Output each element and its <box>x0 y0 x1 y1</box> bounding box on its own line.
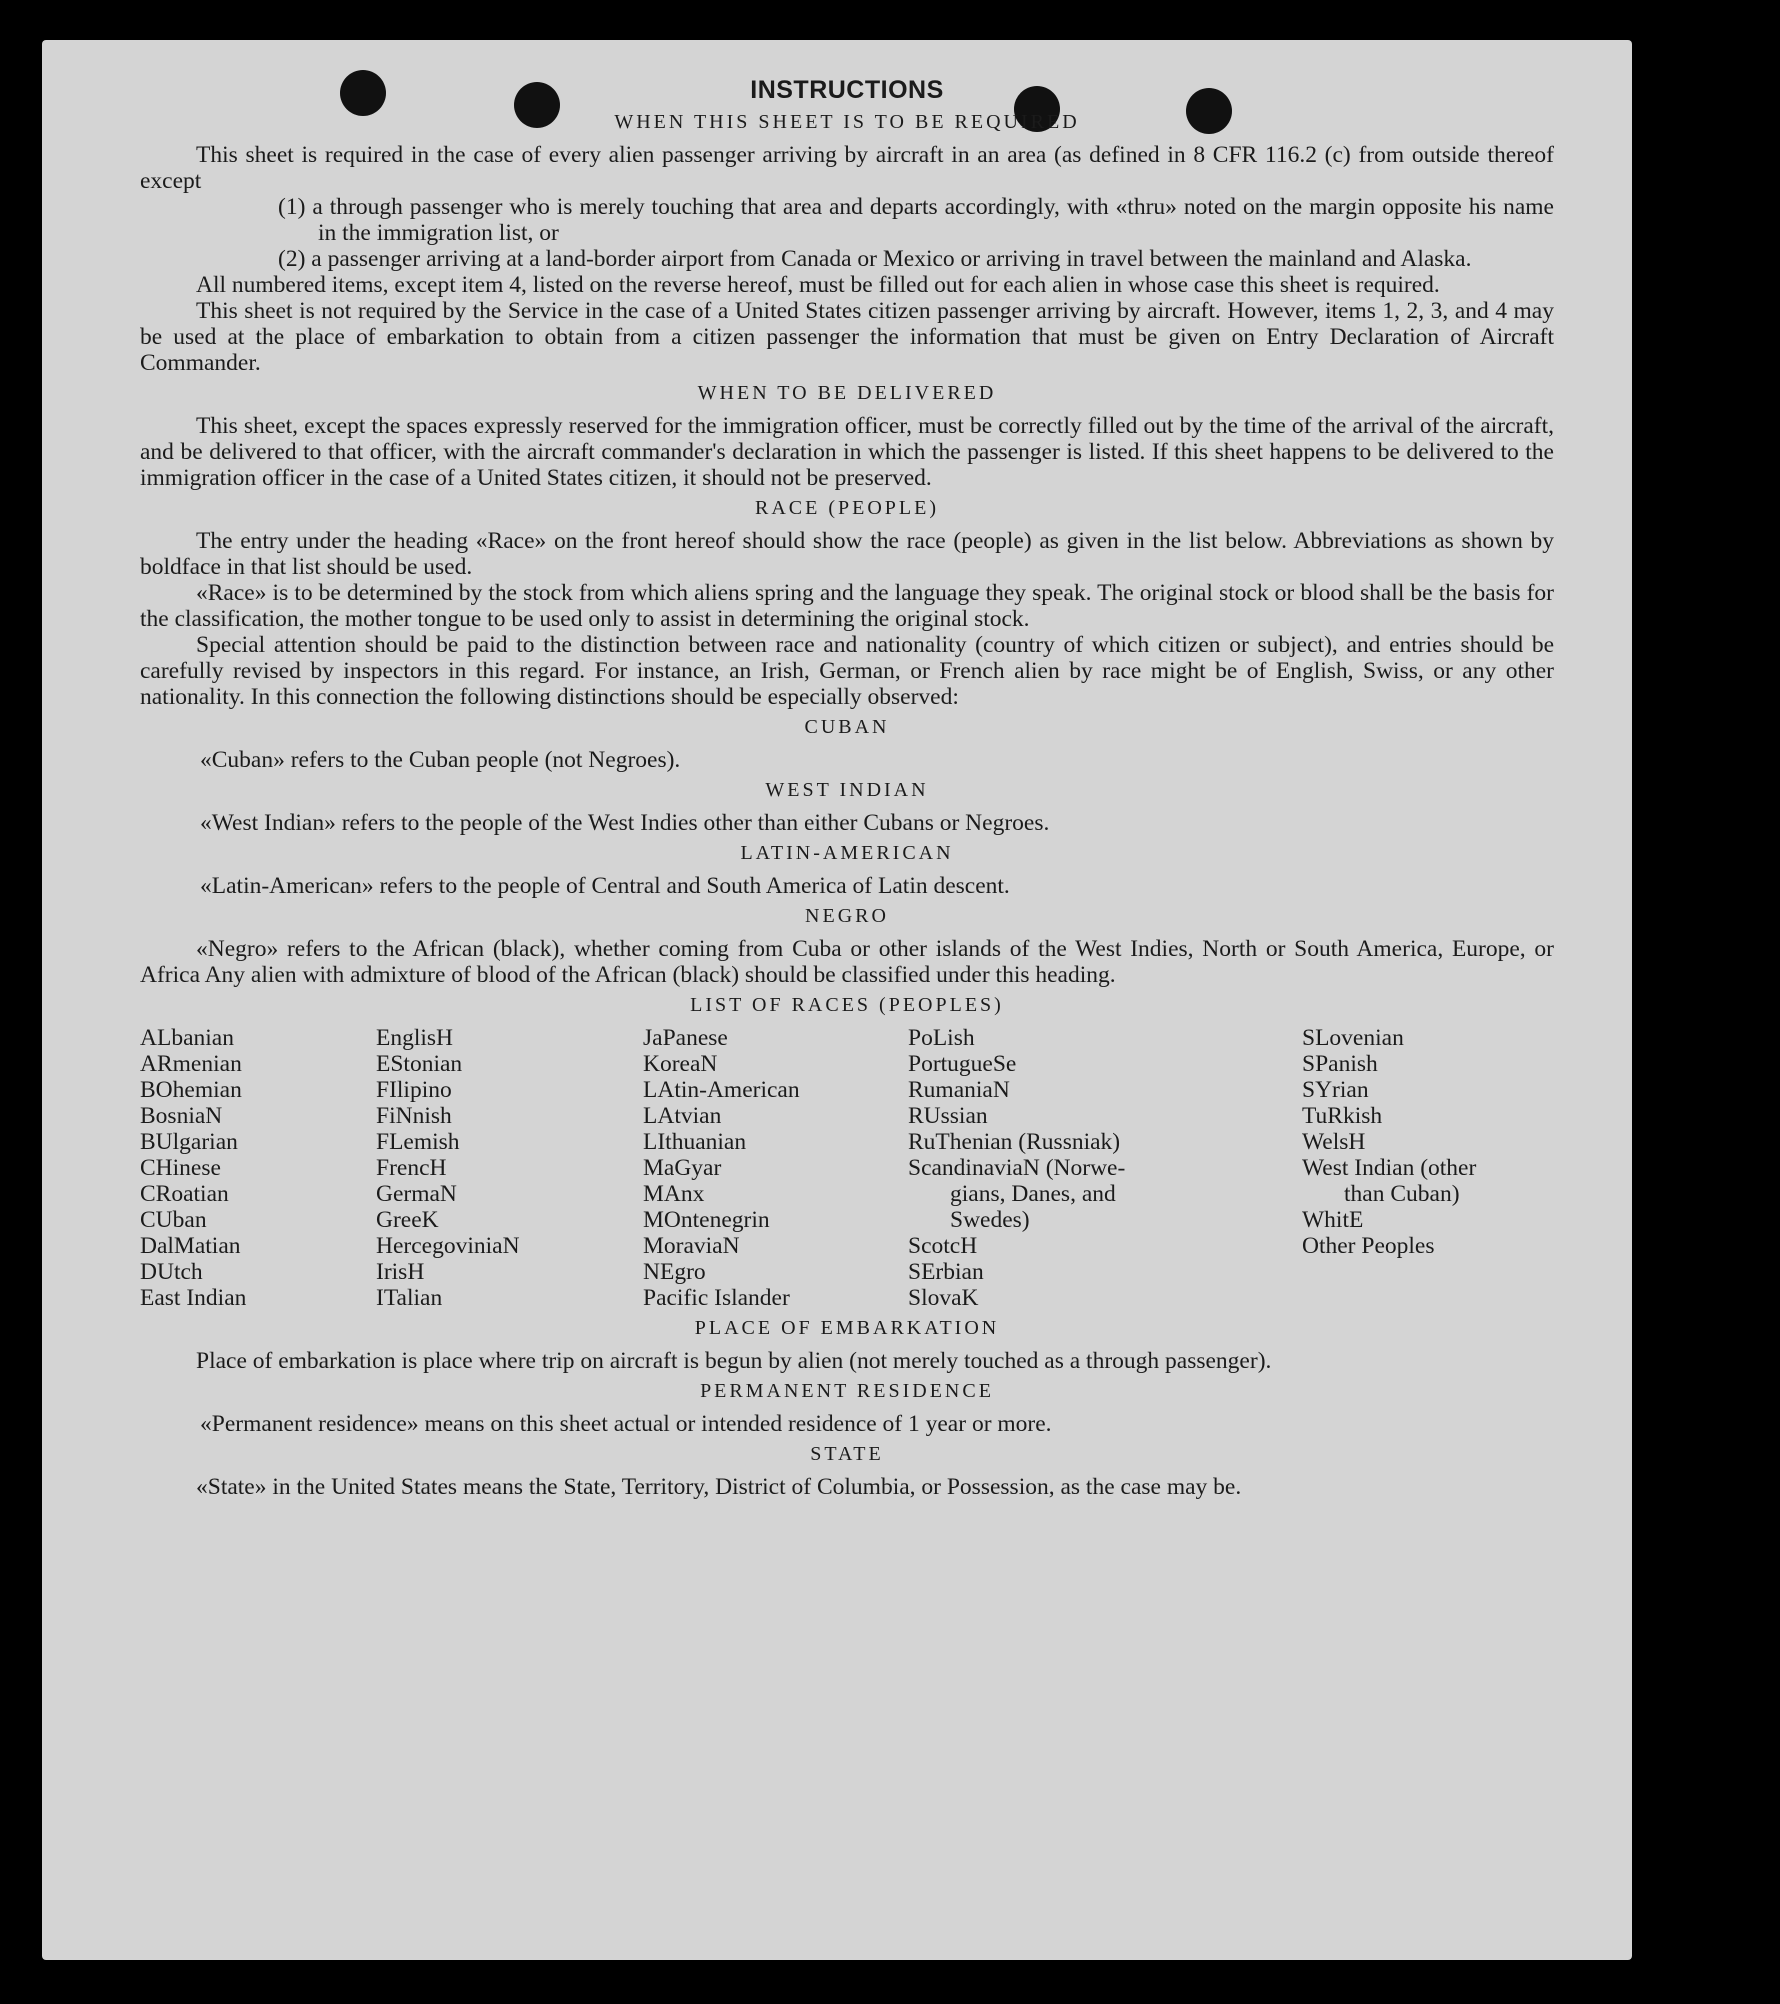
race-entry: ITalian <box>376 1285 443 1311</box>
paragraph: «State» in the United States means the State, Territory, District of Columbia, or Possession, as the case may be. <box>196 1474 1242 1500</box>
race-entry-continued: Swedes) <box>950 1207 1030 1233</box>
race-entry: MaGyar <box>643 1155 722 1181</box>
race-entry: West Indian (other <box>1302 1155 1477 1181</box>
paragraph: This sheet is required in the case of every alien passenger arriving by aircraft in an area (as defined in 8 CFR 116.2 (c) from outside thereof except <box>140 142 1554 194</box>
race-entry: RumaniaN <box>908 1077 1010 1103</box>
section-heading: STATE <box>810 1443 884 1465</box>
race-entry: CHinese <box>140 1155 221 1181</box>
race-entry: LAtin-American <box>643 1077 800 1103</box>
race-entry: Pacific Islander <box>643 1285 790 1311</box>
race-entry: FIlipino <box>376 1077 452 1103</box>
race-entry: LAtvian <box>643 1103 722 1129</box>
race-entry: DUtch <box>140 1259 203 1285</box>
race-entry: MOntenegrin <box>643 1207 770 1233</box>
races-column <box>908 1025 1302 1311</box>
race-entry: EStonian <box>376 1051 463 1077</box>
race-entry: WhitE <box>1302 1207 1364 1233</box>
paragraph: This sheet, except the spaces expressly reserved for the immigration officer, must be correctly filled out by the time of the arrival of the aircraft, and be delivered to that officer, with the aircraft commander's declaration in which the passenger is listed. If this sheet happens to be delivered to the immigration officer in the case of a United States citizen, it should not be preserved. <box>140 413 1554 491</box>
race-entry: CRoatian <box>140 1181 229 1207</box>
paragraph: All numbered items, except item 4, listed on the reverse hereof, must be filled out for each alien in whose case this sheet is required. <box>196 272 1440 298</box>
document-content <box>140 76 1554 1500</box>
race-entry: WelsH <box>1302 1129 1366 1155</box>
race-entry: SYrian <box>1302 1077 1369 1103</box>
race-entry: MAnx <box>643 1181 705 1207</box>
race-entry: JaPanese <box>643 1025 728 1051</box>
race-entry: DalMatian <box>140 1233 241 1259</box>
race-entry: SlovaK <box>908 1285 979 1311</box>
race-entry: BUlgarian <box>140 1129 238 1155</box>
race-entry: RUssian <box>908 1103 988 1129</box>
races-column <box>1302 1025 1554 1311</box>
race-entry: ScotcH <box>908 1233 978 1259</box>
race-entry: PortugueSe <box>908 1051 1017 1077</box>
races-column <box>643 1025 908 1311</box>
page-title: INSTRUCTIONS <box>750 76 944 104</box>
race-entry: RuThenian (Russniak) <box>908 1129 1121 1155</box>
race-entry: KoreaN <box>643 1051 718 1077</box>
race-entry: EnglisH <box>376 1025 454 1051</box>
race-entry: IrisH <box>376 1259 425 1285</box>
paragraph: «Race» is to be determined by the stock from which aliens spring and the language they speak. The original stock or blood shall be the basis for the classification, the mother tongue to be used only to assist in determining the original stock. <box>140 580 1554 632</box>
section-heading: RACE (PEOPLE) <box>755 497 939 519</box>
race-entry-continued: gians, Danes, and <box>950 1181 1116 1207</box>
race-entry: FrencH <box>376 1155 447 1181</box>
race-entry: PoLish <box>908 1025 975 1051</box>
race-entry: Other Peoples <box>1302 1233 1435 1259</box>
race-entry: SPanish <box>1302 1051 1378 1077</box>
section-heading: PERMANENT RESIDENCE <box>700 1380 994 1402</box>
race-entry-continued: than Cuban) <box>1344 1181 1460 1207</box>
section-heading: WHEN THIS SHEET IS TO BE REQUIRED <box>614 111 1080 133</box>
paragraph: «Cuban» refers to the Cuban people (not Negroes). <box>200 747 681 773</box>
race-entry: CUban <box>140 1207 207 1233</box>
races-list <box>140 1025 1554 1311</box>
race-entry: GreeK <box>376 1207 439 1233</box>
list-item: (2) a passenger arriving at a land-border airport from Canada or Mexico or arriving in travel between the mainland and Alaska. <box>278 246 1472 272</box>
section-heading: WEST INDIAN <box>765 779 929 801</box>
race-entry: ScandinaviaN (Norwe- <box>908 1155 1126 1181</box>
paragraph: «West Indian» refers to the people of the West Indies other than either Cubans or Negroes. <box>200 810 1050 836</box>
paragraph: This sheet is not required by the Service in the case of a United States citizen passenger arriving by aircraft. However, items 1, 2, 3, and 4 may be used at the place of embarkation to obtain from a citizen passenger the information that must be given on Entry Declaration of Aircraft Commander. <box>140 298 1554 376</box>
race-entry: MoraviaN <box>643 1233 740 1259</box>
paragraph: Special attention should be paid to the distinction between race and nationality (country of which citizen or subject), and entries should be carefully revised by inspectors in this regard. For instance, an Irish, German, or French alien by race might be of English, Swiss, or any other nationality. In this connection the following distinctions should be especially observed: <box>140 632 1554 710</box>
race-entry: NEgro <box>643 1259 706 1285</box>
paragraph: «Latin-American» refers to the people of Central and South America of Latin descent. <box>200 873 1010 899</box>
paragraph: «Negro» refers to the African (black), whether coming from Cuba or other islands of the West Indies, North or South America, Europe, or Africa Any alien with admixture of blood of the African (black) should be classified under this heading. <box>140 936 1554 988</box>
paragraph: The entry under the heading «Race» on the front hereof should show the race (people) as given in the list below. Abbreviations as shown by boldface in that list should be used. <box>140 528 1554 580</box>
race-entry: FLemish <box>376 1129 460 1155</box>
races-column <box>140 1025 376 1311</box>
section-heading: LATIN-AMERICAN <box>740 842 954 864</box>
race-entry: SLovenian <box>1302 1025 1404 1051</box>
race-entry: SErbian <box>908 1259 984 1285</box>
race-entry: HercegoviniaN <box>376 1233 520 1259</box>
race-entry: BosniaN <box>140 1103 223 1129</box>
race-entry: LIthuanian <box>643 1129 747 1155</box>
race-entry: ARmenian <box>140 1051 242 1077</box>
races-column <box>376 1025 643 1311</box>
race-entry: FiNnish <box>376 1103 452 1129</box>
section-heading: LIST OF RACES (PEOPLES) <box>690 994 1004 1016</box>
paragraph: Place of embarkation is place where trip on aircraft is begun by alien (not merely touched as a through passenger). <box>196 1348 1272 1374</box>
paragraph: «Permanent residence» means on this sheet actual or intended residence of 1 year or more. <box>200 1411 1052 1437</box>
race-entry: ALbanian <box>140 1025 234 1051</box>
list-item: (1) a through passenger who is merely touching that area and departs accordingly, with «thru» noted on the margin opposite his name in the immigration list, or <box>278 194 1554 246</box>
section-heading: CUBAN <box>804 716 890 738</box>
race-entry: BOhemian <box>140 1077 242 1103</box>
section-heading: PLACE OF EMBARKATION <box>694 1317 1000 1339</box>
race-entry: GermaN <box>376 1181 457 1207</box>
race-entry: East Indian <box>140 1285 247 1311</box>
document-page <box>42 40 1632 1960</box>
race-entry: TuRkish <box>1302 1103 1383 1129</box>
section-heading: NEGRO <box>805 905 889 927</box>
section-heading: WHEN TO BE DELIVERED <box>697 382 997 404</box>
